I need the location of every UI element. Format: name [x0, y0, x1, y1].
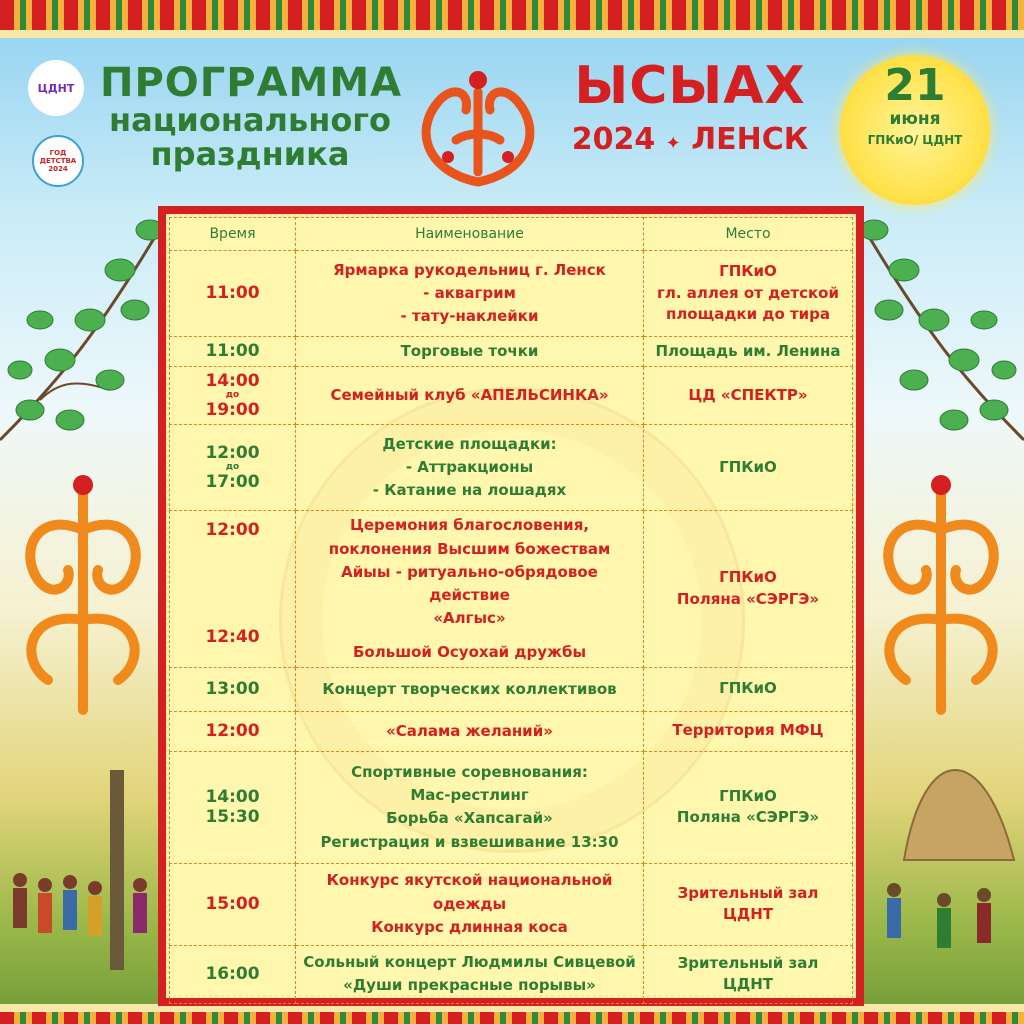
row-name-line: - тату-наклейки [400, 307, 539, 326]
row-time-from: 14:00 [205, 370, 260, 391]
side-ornament-left-icon [8, 470, 158, 720]
table-row [170, 511, 853, 668]
row-name [296, 251, 644, 337]
table-row [170, 667, 853, 711]
row-time-to: 19:00 [205, 400, 260, 421]
row-place: ЦД «СПЕКТР» [644, 367, 853, 425]
row-place-line: ЦДНТ [722, 905, 774, 924]
birch-branch-left-icon [0, 180, 170, 480]
year-text: 2024 [571, 122, 656, 157]
row-name-line: Борьба «Хапсагай» [386, 809, 553, 828]
row-place: Площадь им. Ленина [644, 337, 853, 367]
row-place [644, 863, 853, 945]
table-row [170, 751, 853, 863]
row-place: ГПКиО [644, 667, 853, 711]
table-header-row [170, 218, 853, 251]
program-table-panel [166, 214, 856, 998]
table-row [170, 337, 853, 367]
table-row [170, 367, 853, 425]
row-name [296, 751, 644, 863]
city-text: ЛЕНСК [691, 122, 809, 157]
title-line-2: национального [109, 101, 391, 139]
row-time-first: 14:00 [205, 786, 260, 807]
row-time [170, 425, 296, 511]
row-name: «Салама желаний» [296, 711, 644, 751]
row-time-sep: до [225, 390, 240, 401]
table-row [170, 425, 853, 511]
table-row [170, 251, 853, 337]
cdnt-logo-text: ЦДНТ [37, 81, 75, 95]
row-time-second: 12:40 [205, 626, 260, 647]
row-name-line: «Алгыс» [433, 609, 506, 628]
birch-branch-right-icon [854, 180, 1024, 480]
row-time-to: 17:00 [205, 472, 260, 493]
header-name: Наименование [296, 218, 644, 251]
header-place: Место [644, 218, 853, 251]
row-name-line: - Катание на лошадях [372, 481, 567, 500]
row-name [296, 425, 644, 511]
yakut-ornament-icon [408, 62, 548, 192]
row-name-line: - аквагрим [423, 283, 516, 302]
row-place [644, 251, 853, 337]
top-ornament-border [0, 0, 1024, 38]
row-place: ГПКиО [644, 425, 853, 511]
row-place-line: ГПКиО [719, 568, 777, 587]
row-time-second: 15:30 [205, 807, 260, 828]
row-place-line: гл. аллея от детской площадки до тира [657, 283, 839, 324]
row-place: Территория МФЦ [644, 711, 853, 751]
row-place-line: ЦДНТ [722, 975, 774, 994]
row-name-line: Спортивные соревнования: [351, 762, 588, 781]
program-table-frame [158, 206, 864, 1006]
row-name [296, 511, 644, 668]
row-place [644, 945, 853, 1003]
row-name-line: одежды [432, 894, 507, 913]
row-place-line: Поляна «СЭРГЭ» [676, 590, 820, 608]
row-time [170, 367, 296, 425]
row-time: 11:00 [170, 337, 296, 367]
row-place-line: ГПКиО [719, 786, 777, 805]
row-place-line: Зрительный зал [677, 883, 819, 902]
row-name-line: Большой Осуохай дружбы [352, 642, 587, 661]
ysyakh-heading [560, 56, 820, 157]
row-name: Концерт творческих коллективов [296, 667, 644, 711]
row-time-from: 12:00 [205, 442, 260, 463]
row-time [170, 511, 296, 668]
row-time: 15:00 [170, 863, 296, 945]
table-row [170, 711, 853, 751]
row-place [644, 511, 853, 668]
table-row [170, 945, 853, 1003]
date-day: 21 [884, 60, 946, 111]
row-place-line: ГПКиО [719, 261, 777, 280]
title-line-1: ПРОГРАММА [100, 60, 403, 106]
row-time: 11:00 [170, 251, 296, 337]
program-title [100, 60, 403, 173]
row-time: 13:00 [170, 667, 296, 711]
row-place-line: Поляна «СЭРГЭ» [676, 808, 820, 827]
balagan-yurt-illustration [864, 720, 1024, 1000]
row-name-line: Церемония благословения, [349, 516, 590, 535]
row-name [296, 863, 644, 945]
row-name: Торговые точки [296, 337, 644, 367]
row-name-line: Мас-рестлинг [410, 786, 529, 804]
year-logo-text: ГОД ДЕТСТВА 2024 [39, 149, 77, 173]
date-place: ГПКиО/ ЦДНТ [867, 133, 963, 148]
row-name: Семейный клуб «АПЕЛЬСИНКА» [296, 367, 644, 425]
row-name-line: Регистрация и взвешивание 13:30 [320, 832, 619, 851]
side-ornament-right-icon [866, 470, 1016, 720]
row-time-first: 12:00 [205, 520, 260, 541]
row-name-line: Конкурс длинная коса [371, 917, 568, 936]
row-name-line: - Аттракционы [405, 458, 534, 477]
row-name-line: Детские площадки: [382, 434, 557, 453]
table-row [170, 863, 853, 945]
row-name-line: Конкурс якутской национальной [326, 871, 613, 890]
date-month: июня [889, 109, 941, 130]
row-name-line: «Души прекрасные порывы» [343, 976, 596, 995]
program-table [169, 217, 853, 1004]
row-name-line: поклонения Высшим божествам [328, 539, 611, 558]
bottom-ornament-border [0, 1004, 1024, 1024]
row-place [644, 751, 853, 863]
row-name [296, 945, 644, 1003]
row-time: 12:00 [170, 711, 296, 751]
row-place-line: Зрительный зал [677, 953, 819, 972]
row-time: 16:00 [170, 945, 296, 1003]
row-name-line: Сольный концерт Людмилы Сивцевой [303, 953, 636, 971]
title-line-3: праздника [150, 134, 350, 173]
row-time-sep: до [225, 462, 240, 473]
ysyakh-subtitle: 2024 ✦ ЛЕНСК [571, 122, 809, 157]
header-time: Время [170, 218, 296, 251]
row-time [170, 751, 296, 863]
row-name-line: Ярмарка рукодельниц г. Ленск [333, 260, 606, 279]
cdnt-logo [28, 60, 84, 116]
ysyakh-title: ЫСЫАХ [574, 56, 806, 116]
row-name-line: Айыы - ритуально-обрядовое действие [341, 562, 598, 604]
osuokhai-dancers-illustration [0, 770, 160, 1000]
